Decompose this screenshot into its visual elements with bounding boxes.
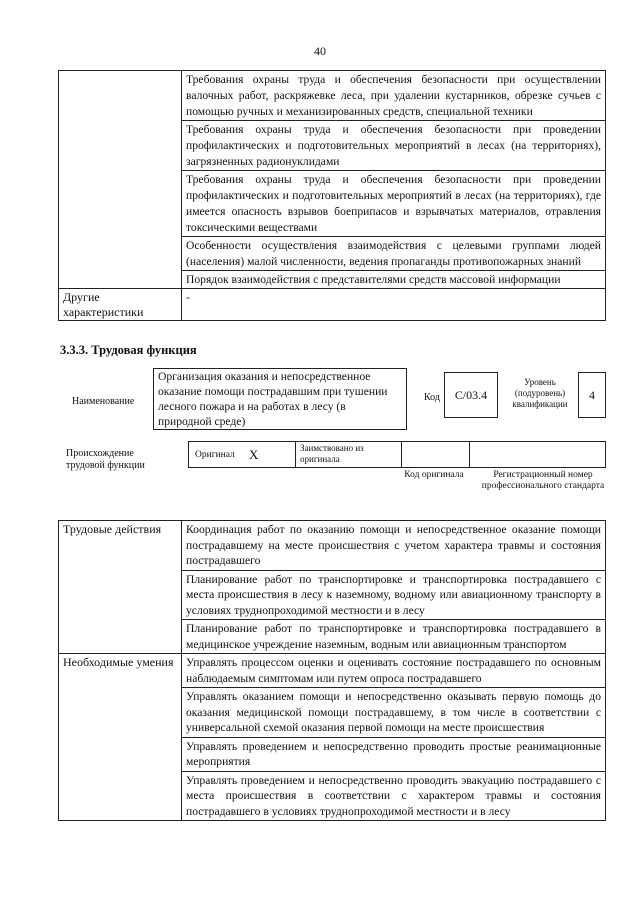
origin-box bbox=[188, 441, 606, 468]
table-cell: Требования охраны труда и обеспечения безопасности при осуществлении валочных работ, раскряжевке леса, при удалении кустарников, обрезке сучьев с помощью ручных и механизированных средств, специальной техники bbox=[182, 71, 606, 121]
table-cell: Требования охраны труда и обеспечения безопасности при проведении профилактических и подготовительных мероприятий в лесах (на территориях), загрязненных радионуклидами bbox=[182, 121, 606, 171]
code-caption: Код оригинала bbox=[404, 470, 464, 480]
table-cell: Управлять оказанием помощи и непосредственно оказывать первую помощь до оказания медицинской помощи пострадавшему, в том числе в соответствии с универсальной схемой оказания первой помощи на месте происшествия bbox=[182, 688, 606, 738]
original-mark: X bbox=[249, 447, 259, 462]
code-label: Код bbox=[424, 392, 440, 403]
section-title: 3.3.3. Трудовая функция bbox=[60, 343, 197, 357]
table-cell: Управлять проведением и непосредственно проводить простые реанимационные мероприятия bbox=[182, 737, 606, 771]
table-row bbox=[59, 289, 606, 321]
table-cell: Требования охраны труда и обеспечения безопасности при проведении профилактических и подготовительных мероприятий в лесах (на территориях), где имеется опасность взрывов боеприпасов и взрывчатых материалов, отравления токсическими веществами bbox=[182, 171, 606, 237]
divider bbox=[469, 442, 470, 467]
labor-function-table bbox=[58, 520, 606, 821]
table-cell: Особенности осуществления взаимодействия с целевыми группами людей (населения) малой численности, ведения пропаганды противопожарных знаний bbox=[182, 237, 606, 271]
borrowed-label: Заимствовано из оригинала bbox=[300, 443, 364, 464]
table-cell: Координация работ по оказанию помощи и непосредственное оказание помощи пострадавшему на месте происшествия с учетом характера травмы и состояния пострадавшего bbox=[182, 521, 606, 571]
table-cell: Планирование работ по транспортировке и транспортировка пострадавшего с места происшествия в лесу к наземному, водному или авиационному транспорту в условиях труднопроходимой местности и в лесу bbox=[182, 570, 606, 620]
function-code: C/03.4 bbox=[444, 372, 498, 418]
page-number: 40 bbox=[314, 44, 326, 58]
table-cell: Порядок взаимодействия с представителями средств массовой информации bbox=[182, 271, 606, 289]
table-cell: - bbox=[182, 289, 606, 321]
function-name: Организация оказания и непосредственное оказание помощи пострадавшим при тушении лесного пожара и на работах в лесу (в природной среде) bbox=[153, 368, 407, 430]
row-label: Другие характеристики bbox=[59, 289, 182, 321]
row-label: Трудовые действия bbox=[59, 521, 182, 654]
row-label: Необходимые умения bbox=[59, 654, 182, 821]
name-label: Наименование bbox=[72, 396, 135, 407]
knowledge-table bbox=[58, 70, 606, 321]
level-value: 4 bbox=[578, 372, 606, 418]
reg-caption: Регистрационный номер профессионального стандарта bbox=[481, 470, 605, 491]
origin-label: Происхождение трудовой функции bbox=[66, 448, 145, 471]
table-cell: Управлять процессом оценки и оценивать состояние пострадавшего по основным наблюдаемым симптомам или путем опроса пострадавшего bbox=[182, 654, 606, 688]
level-label: Уровень (подуровень) квалификации bbox=[512, 377, 568, 409]
table-row bbox=[59, 521, 606, 571]
divider bbox=[401, 442, 402, 467]
table-cell: Планирование работ по транспортировке и транспортировка пострадавшего в медицинское учреждение наземным, водным или авиационным транспортом bbox=[182, 620, 606, 654]
row-label bbox=[59, 71, 182, 289]
table-row bbox=[59, 71, 606, 121]
divider bbox=[295, 442, 296, 467]
table-row bbox=[59, 654, 606, 688]
original-label: Оригинал bbox=[195, 450, 235, 460]
table-cell: Управлять проведением и непосредственно проводить эвакуацию пострадавшего с места происшествия в соответствии с характером травмы и состояния пострадавшего в условиях труднопроходимой местности и в лесу bbox=[182, 771, 606, 821]
